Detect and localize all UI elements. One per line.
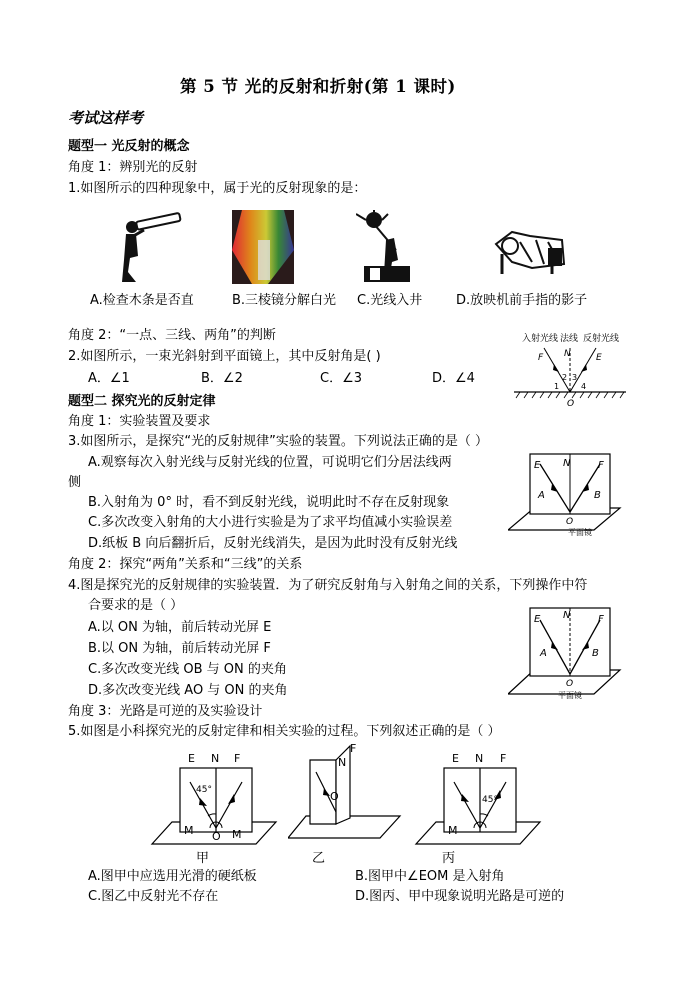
q5-figure-yi bbox=[288, 738, 408, 866]
label-M-right: M bbox=[232, 828, 242, 841]
q4-option-c: C.多次改变光线 OB 与 ON 的夹角 bbox=[88, 662, 287, 677]
q4-apparatus-figure bbox=[508, 604, 623, 700]
type2-heading: 题型二 探究光的反射定律 bbox=[68, 394, 216, 409]
label-A: A bbox=[540, 648, 547, 659]
label-F: F bbox=[538, 353, 544, 363]
type2-angle1: 角度 1：实验装置及要求 bbox=[68, 414, 211, 429]
label-N: N bbox=[338, 756, 347, 769]
q4-option-d: D.多次改变光线 AO 与 ON 的夹角 bbox=[88, 683, 288, 698]
q1-option-a: A.检查木条是否直 bbox=[90, 293, 194, 308]
section-heading: 考试这样考 bbox=[68, 109, 144, 127]
q3-option-a-line1: A.观察每次入射光线与反射光线的位置，可说明它们分居法线两 bbox=[88, 455, 452, 470]
q4-option-a: A.以 ON 为轴，前后转动光屏 E bbox=[88, 620, 272, 635]
label-E: E bbox=[596, 353, 602, 363]
type2-angle3: 角度 3：光路是可逆的及实验设计 bbox=[68, 704, 263, 719]
label-F: F bbox=[350, 742, 357, 755]
label-N: N bbox=[475, 752, 484, 765]
label-normal: 法线 bbox=[560, 334, 579, 344]
label-E: E bbox=[188, 752, 195, 765]
label-angle-3: 3 bbox=[572, 373, 578, 382]
q5-option-a: A.图甲中应选用光滑的硬纸板 bbox=[88, 869, 257, 884]
light-into-well-picture bbox=[356, 210, 418, 284]
q2-option-d: D．∠4 bbox=[432, 371, 475, 386]
label-A: A bbox=[538, 490, 545, 501]
label-45deg: 45° bbox=[482, 795, 498, 805]
label-F: F bbox=[500, 752, 507, 765]
q2-option-a: A．∠1 bbox=[88, 371, 130, 386]
prism-picture bbox=[232, 210, 294, 284]
q3-apparatus-figure bbox=[508, 450, 623, 538]
q5-option-c: C.图乙中反射光不存在 bbox=[88, 889, 219, 904]
type1-angle1: 角度 1：辨别光的反射 bbox=[68, 160, 198, 175]
q2-option-b: B．∠2 bbox=[201, 371, 243, 386]
label-reflected-ray: 反射光线 bbox=[583, 334, 620, 344]
type2-angle2: 角度 2：探究“两角”关系和“三线”的关系 bbox=[68, 557, 303, 572]
q5-figure-bing bbox=[414, 748, 542, 866]
q5-option-d: D.图丙、甲中现象说明光路是可逆的 bbox=[355, 889, 565, 904]
q1-option-d: D.放映机前手指的影子 bbox=[456, 293, 588, 308]
q5-figure-jia bbox=[150, 748, 280, 866]
label-N: N bbox=[211, 752, 220, 765]
label-F: F bbox=[598, 460, 604, 471]
label-O: O bbox=[212, 830, 221, 843]
caption-bing: 丙 bbox=[442, 851, 456, 866]
label-E: E bbox=[452, 752, 459, 765]
label-M-left: M bbox=[184, 824, 194, 837]
q3-stem: 3.如图所示，是探究“光的反射规律”实验的装置。下列说法正确的是（ ） bbox=[68, 434, 489, 449]
projector-shadow-picture bbox=[492, 228, 568, 276]
label-angle-1: 1 bbox=[554, 382, 560, 391]
q5-option-b: B.图甲中∠EOM 是入射角 bbox=[355, 869, 505, 884]
q2-reflection-figure bbox=[514, 330, 626, 412]
page-title: 第 5 节 光的反射和折射(第 1 课时) bbox=[180, 77, 456, 96]
q4-stem-line2: 合要求的是（ ） bbox=[88, 598, 184, 613]
label-incident-ray: 入射光线 bbox=[522, 334, 559, 344]
q3-option-d: D.纸板 B 向后翻折后，反射光线消失，是因为此时没有反射光线 bbox=[88, 536, 458, 551]
label-angle-2: 2 bbox=[562, 373, 568, 382]
label-N: N bbox=[564, 349, 571, 359]
label-B: B bbox=[594, 490, 601, 501]
label-M: M bbox=[448, 824, 458, 837]
q4-stem-line1: 4.图是探究光的反射规律的实验装置．为了研究反射角与入射角之间的关系，下列操作中符 bbox=[68, 578, 588, 593]
q4-option-b: B.以 ON 为轴，前后转动光屏 F bbox=[88, 641, 271, 656]
label-E: E bbox=[534, 460, 541, 471]
type1-angle2: 角度 2：“一点、三线、两角”的判断 bbox=[68, 328, 276, 343]
label-N: N bbox=[563, 458, 571, 469]
label-O: O bbox=[567, 399, 575, 409]
label-B: B bbox=[592, 648, 599, 659]
q2-stem: 2.如图所示，一束光斜射到平面镜上，其中反射角是( ) bbox=[68, 349, 381, 364]
label-F: F bbox=[598, 614, 604, 625]
q3-option-c: C.多次改变入射角的大小进行实验是为了求平均值减小实验误差 bbox=[88, 515, 453, 530]
q3-option-b: B.入射角为 0° 时，看不到反射光线，说明此时不存在反射现象 bbox=[88, 495, 450, 510]
label-O: O bbox=[566, 517, 574, 527]
label-45deg: 45° bbox=[196, 785, 212, 795]
label-E: E bbox=[534, 614, 541, 625]
inspect-wood-picture bbox=[116, 212, 184, 284]
q5-stem: 5.如图是小科探究光的反射定律和相关实验的过程。下列叙述正确的是（ ） bbox=[68, 724, 501, 739]
label-angle-4: 4 bbox=[581, 382, 587, 391]
label-mirror: 平面镜 bbox=[568, 528, 592, 537]
q1-stem: 1.如图所示的四种现象中，属于光的反射现象的是： bbox=[68, 181, 367, 196]
q1-option-c: C.光线入井 bbox=[357, 293, 423, 308]
q3-option-a-line2: 侧 bbox=[68, 475, 82, 490]
q1-option-b: B.三棱镜分解白光 bbox=[232, 293, 337, 308]
label-N: N bbox=[563, 610, 571, 621]
label-F: F bbox=[234, 752, 241, 765]
q2-option-c: C．∠3 bbox=[320, 371, 363, 386]
caption-yi: 乙 bbox=[312, 851, 326, 866]
label-mirror: 平面镜 bbox=[558, 691, 582, 700]
label-O: O bbox=[566, 679, 574, 689]
label-O: O bbox=[330, 790, 339, 803]
caption-jia: 甲 bbox=[196, 851, 210, 866]
type1-heading: 题型一 光反射的概念 bbox=[68, 139, 190, 154]
